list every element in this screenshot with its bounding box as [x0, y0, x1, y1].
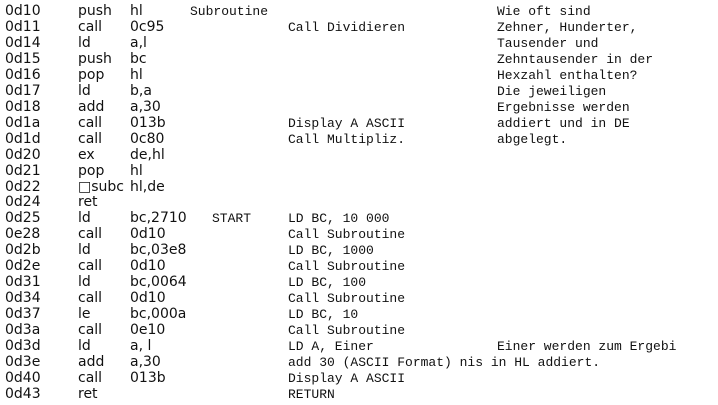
operand-cell: 0c80: [130, 131, 165, 147]
mnemonic-cell: ld: [78, 210, 91, 226]
mnemonic-cell: ex: [78, 147, 95, 163]
operand-cell: 0d10: [130, 290, 166, 306]
comment-cell: Call Dividieren: [288, 20, 406, 35]
operand-cell: 0c95: [130, 19, 165, 35]
address-cell: 0d3e: [5, 354, 41, 370]
mnemonic-cell: push: [78, 51, 112, 67]
mnemonic-cell: add: [78, 354, 105, 370]
mnemonic-cell: call: [78, 370, 103, 386]
note-cell: Die jeweiligen: [497, 84, 607, 99]
mnemonic-cell: □subc: [78, 179, 124, 195]
mnemonic-cell: call: [78, 258, 103, 274]
operand-cell: bc,2710: [130, 210, 187, 226]
address-cell: 0d17: [5, 83, 41, 99]
note-cell: Hexzahl enthalten?: [497, 68, 638, 83]
address-cell: 0d16: [5, 67, 41, 83]
operand-cell: bc,000a: [130, 306, 187, 322]
address-cell: 0d11: [5, 19, 41, 35]
operand-cell: 0d10: [130, 226, 166, 242]
address-cell: 0d31: [5, 274, 41, 290]
listing-row: [0, 242, 718, 259]
mnemonic-cell: add: [78, 99, 105, 115]
operand-cell: bc,0064: [130, 274, 187, 290]
operand-cell: a,30: [130, 354, 161, 370]
note-cell: Ergebnisse werden: [497, 100, 630, 115]
operand-cell: 013b: [130, 370, 166, 386]
listing-row: [0, 147, 718, 164]
address-cell: 0d3d: [5, 338, 41, 354]
comment-cell: Call Subroutine: [288, 323, 406, 338]
address-cell: 0d24: [5, 194, 41, 210]
mnemonic-cell: call: [78, 226, 103, 242]
operand-cell: b,a: [130, 83, 152, 99]
mnemonic-cell: call: [78, 19, 103, 35]
mnemonic-cell: call: [78, 290, 103, 306]
address-cell: 0d3a: [5, 322, 41, 338]
mnemonic-cell: ld: [78, 35, 91, 51]
operand-cell: hl: [130, 163, 143, 179]
listing-row: [0, 131, 718, 148]
address-cell: 0d22: [5, 179, 41, 195]
note-cell: Zehntausender in der: [497, 52, 654, 67]
operand-cell: a,l: [130, 35, 147, 51]
comment-cell: Display A ASCII: [288, 371, 406, 386]
listing-row: [0, 306, 718, 323]
mnemonic-cell: push: [78, 3, 112, 19]
listing-row: [0, 194, 718, 211]
note-cell: Einer werden zum Ergebi: [497, 339, 677, 354]
note-cell: Tausender und: [497, 36, 599, 51]
listing-row: [0, 51, 718, 68]
address-cell: 0d14: [5, 35, 41, 51]
listing-row: [0, 163, 718, 180]
listing-row: [0, 115, 718, 132]
mnemonic-cell: ld: [78, 242, 91, 258]
mnemonic-cell: pop: [78, 163, 105, 179]
note-cell: abgelegt.: [497, 132, 568, 147]
address-cell: 0d20: [5, 147, 41, 163]
label-cell: START: [212, 211, 252, 226]
comment-cell: add 30 (ASCII Format) nis in HL addiert.: [288, 355, 601, 370]
address-cell: 0e28: [5, 226, 41, 242]
comment-cell: LD BC, 100: [288, 275, 367, 290]
note-cell: Zehner, Hunderter,: [497, 20, 638, 35]
mnemonic-cell: call: [78, 322, 103, 338]
comment-cell: LD BC, 10: [288, 307, 359, 322]
mnemonic-cell: ret: [78, 194, 98, 210]
listing-row: [0, 274, 718, 291]
address-cell: 0d37: [5, 306, 41, 322]
operand-cell: hl: [130, 3, 143, 19]
listing-row: [0, 386, 718, 403]
operand-cell: hl,de: [130, 179, 165, 195]
listing-row: [0, 67, 718, 84]
comment-cell: LD A, Einer: [288, 339, 374, 354]
mnemonic-cell: ld: [78, 83, 91, 99]
mnemonic-cell: call: [78, 115, 103, 131]
address-cell: 0d43: [5, 386, 41, 402]
listing-row: [0, 19, 718, 36]
operand-cell: a, l: [130, 338, 152, 354]
operand-cell: hl: [130, 67, 143, 83]
address-cell: 0d15: [5, 51, 41, 67]
address-cell: 0d1a: [5, 115, 41, 131]
listing-row: [0, 226, 718, 243]
listing-row: [0, 290, 718, 307]
address-cell: 0d40: [5, 370, 41, 386]
operand-cell: bc,03e8: [130, 242, 187, 258]
comment-cell: Call Subroutine: [288, 259, 406, 274]
address-cell: 0d2b: [5, 242, 41, 258]
address-cell: 0d25: [5, 210, 41, 226]
operand-cell: a,30: [130, 99, 161, 115]
address-cell: 0d34: [5, 290, 41, 306]
comment-cell: Call Subroutine: [288, 227, 406, 242]
listing-row: [0, 3, 718, 20]
comment-cell: Call Subroutine: [288, 291, 406, 306]
typed-heading: Subroutine: [190, 4, 269, 19]
mnemonic-cell: le: [78, 306, 91, 322]
mnemonic-cell: ld: [78, 274, 91, 290]
listing-row: [0, 370, 718, 387]
operand-cell: 0d10: [130, 258, 166, 274]
listing-row: [0, 258, 718, 275]
listing-row: [0, 210, 718, 227]
note-cell: Wie oft sind: [497, 4, 591, 19]
address-cell: 0d18: [5, 99, 41, 115]
listing-row: [0, 35, 718, 52]
address-cell: 0d2e: [5, 258, 41, 274]
mnemonic-cell: ld: [78, 338, 91, 354]
listing-row: [0, 338, 718, 355]
mnemonic-cell: pop: [78, 67, 105, 83]
address-cell: 0d10: [5, 3, 41, 19]
listing-row: [0, 354, 718, 371]
operand-cell: 0e10: [130, 322, 166, 338]
note-cell: addiert und in DE: [497, 116, 630, 131]
listing-row: [0, 322, 718, 339]
comment-cell: LD BC, 10 000: [288, 211, 390, 226]
operand-cell: bc: [130, 51, 147, 67]
comment-cell: RETURN: [288, 387, 335, 402]
address-cell: 0d1d: [5, 131, 41, 147]
address-cell: 0d21: [5, 163, 41, 179]
mnemonic-cell: ret: [78, 386, 98, 402]
mnemonic-cell: call: [78, 131, 103, 147]
comment-cell: Display A ASCII: [288, 116, 406, 131]
comment-cell: LD BC, 1000: [288, 243, 374, 258]
listing-row: [0, 99, 718, 116]
listing-row: [0, 83, 718, 100]
operand-cell: 013b: [130, 115, 166, 131]
comment-cell: Call Multipliz.: [288, 132, 406, 147]
operand-cell: de,hl: [130, 147, 165, 163]
